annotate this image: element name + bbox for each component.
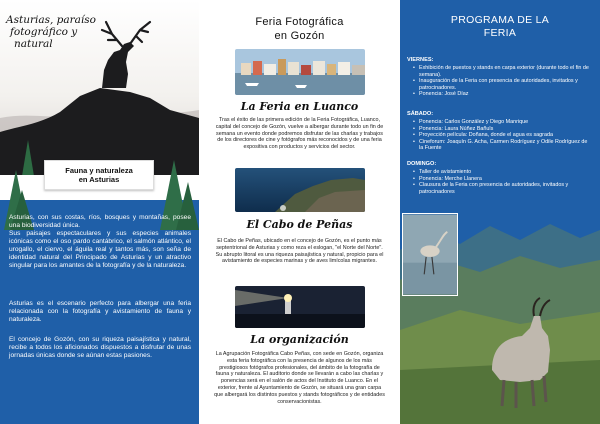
feria-title-line: en Gozón <box>274 30 325 42</box>
viernes-list <box>415 65 593 98</box>
program-item: • Inauguración de la Feria con presencia de autoridades, invitados y patrocinadores. <box>415 78 593 91</box>
left-panel <box>0 0 199 424</box>
program-item: • Exhibición de puestos y stands en carpa exterior (durante todo el fin de semana). <box>415 65 593 78</box>
organizacion-text: La Agrupación Fotográfica Cabo Peñas, con sede en Gozón, organiza esta feria fotográfica con la presencia de algunos de los más prestigiosos fotógrafos profesionales, del ámbito de la fotografía de fauna y naturaleza. El auditorio donde se llevarán a cabo las charlas y ponencias será en el salón de actos del Instituto de Luanco. En el exterior, frente al Ayuntamiento de Gozón, se situará una gran carpa que albergará los distintos puestos y stands fotográficos y de entidades conservacionistas. <box>214 351 385 405</box>
luanco-harbour-photo <box>235 49 365 95</box>
luanco-text: Tras el éxito de las primera edición de la Feria Fotográfica, Luanco, capital del concejo de Gozón, vuelve a albergar durante todo un fin de semana un evento donde podremos disfrutar de las charlas y trabajos de los directores de cine y fotógrafos más reconocidos y de una feria expositiva con productos y servicios del sector. <box>215 117 384 151</box>
middle-panel <box>199 0 400 424</box>
day-label-sabado: SÁBADO: <box>407 111 434 117</box>
fauna-heading-box <box>44 160 154 190</box>
sabado-list <box>415 119 593 152</box>
scenario-paragraph: Asturias es el escenario perfecto para albergar una feria relacionada con la fotografía y avistamiento de fauna y naturaleza. <box>9 300 191 323</box>
poster-script-title <box>6 14 126 50</box>
program-item: • Ponencia: Carlos González y Diego Manrique <box>415 119 593 126</box>
organizacion-heading: La organización <box>250 333 349 346</box>
program-item: • Ponencia: Laura Núñez Bañuls <box>415 126 593 133</box>
luanco-heading: La Feria en Luanco <box>240 100 359 113</box>
day-label-domingo: DOMINGO: <box>407 161 437 167</box>
feria-title <box>199 15 400 43</box>
gozon-paragraph: El concejo de Gozón, con su riqueza paisajística y natural, recibe a todos los aficionados dispuestos a disfrutar de unas jornadas únicas donde se aúnan estas pasiones. <box>9 336 191 359</box>
right-panel <box>400 0 600 424</box>
program-item: • Proyección película: Doñana, donde el agua es sagrada <box>415 132 593 139</box>
day-label-viernes: VIERNES: <box>407 57 434 63</box>
species-paragraph: Sus paisajes espectaculares y sus especies animales icónicas como el oso pardo cantábrico, el salmón atlántico, el urogallo, el ciervo, el águila real y tantos más, son seña de identidad natural del Principado de Asturias y un atractivo singular para los amantes de la fotografía y de la naturaleza. <box>9 230 191 269</box>
fauna-heading-line: en Asturias <box>78 175 120 184</box>
program-item: • Ponencia: Merche Llanera <box>415 176 593 183</box>
script-title-line: Asturias, paraíso <box>6 14 96 26</box>
cabo-text: El Cabo de Peñas, ubicado en el concejo de Gozón, es el punto más septentrional de Asturias y como reza el eslogan, "el Norte del Norte". Su abrupto litoral es una riqueza paisajística y natural, propicio para el avistamiento de especies marinas y de aves limícolas migrantes. <box>215 238 384 265</box>
program-item: • Taller de avistamiento <box>415 169 593 176</box>
program-item: • Clausura de la Feria con presencia de autoridades, invitados y patrocinadores <box>415 182 593 195</box>
feria-title-line: Feria Fotográfica <box>255 16 344 28</box>
program-item: • Ponencia: José Díaz <box>415 91 593 98</box>
lighthouse-photo <box>235 286 365 328</box>
programa-title-line: PROGRAMA DE LA <box>450 14 550 26</box>
script-title-line: fotográfico y <box>10 26 78 38</box>
heron-photo <box>402 213 458 296</box>
program-item: • Cineforum: Joaquín G. Acha, Carmen Rodríguez y Odile Rodríguez de la Fuente <box>415 139 593 152</box>
programa-title <box>400 14 600 40</box>
programa-title-line: FERIA <box>483 27 517 39</box>
fauna-heading-line: Fauna y naturaleza <box>65 166 133 175</box>
domingo-list <box>415 169 593 195</box>
cabo-penas-photo <box>235 168 365 212</box>
script-title-line: natural <box>14 38 53 50</box>
intro-paragraph: Asturias, con sus costas, ríos, bosques y montañas, posee una biodiversidad única. <box>9 214 191 229</box>
cabo-heading: El Cabo de Peñas <box>246 218 353 231</box>
